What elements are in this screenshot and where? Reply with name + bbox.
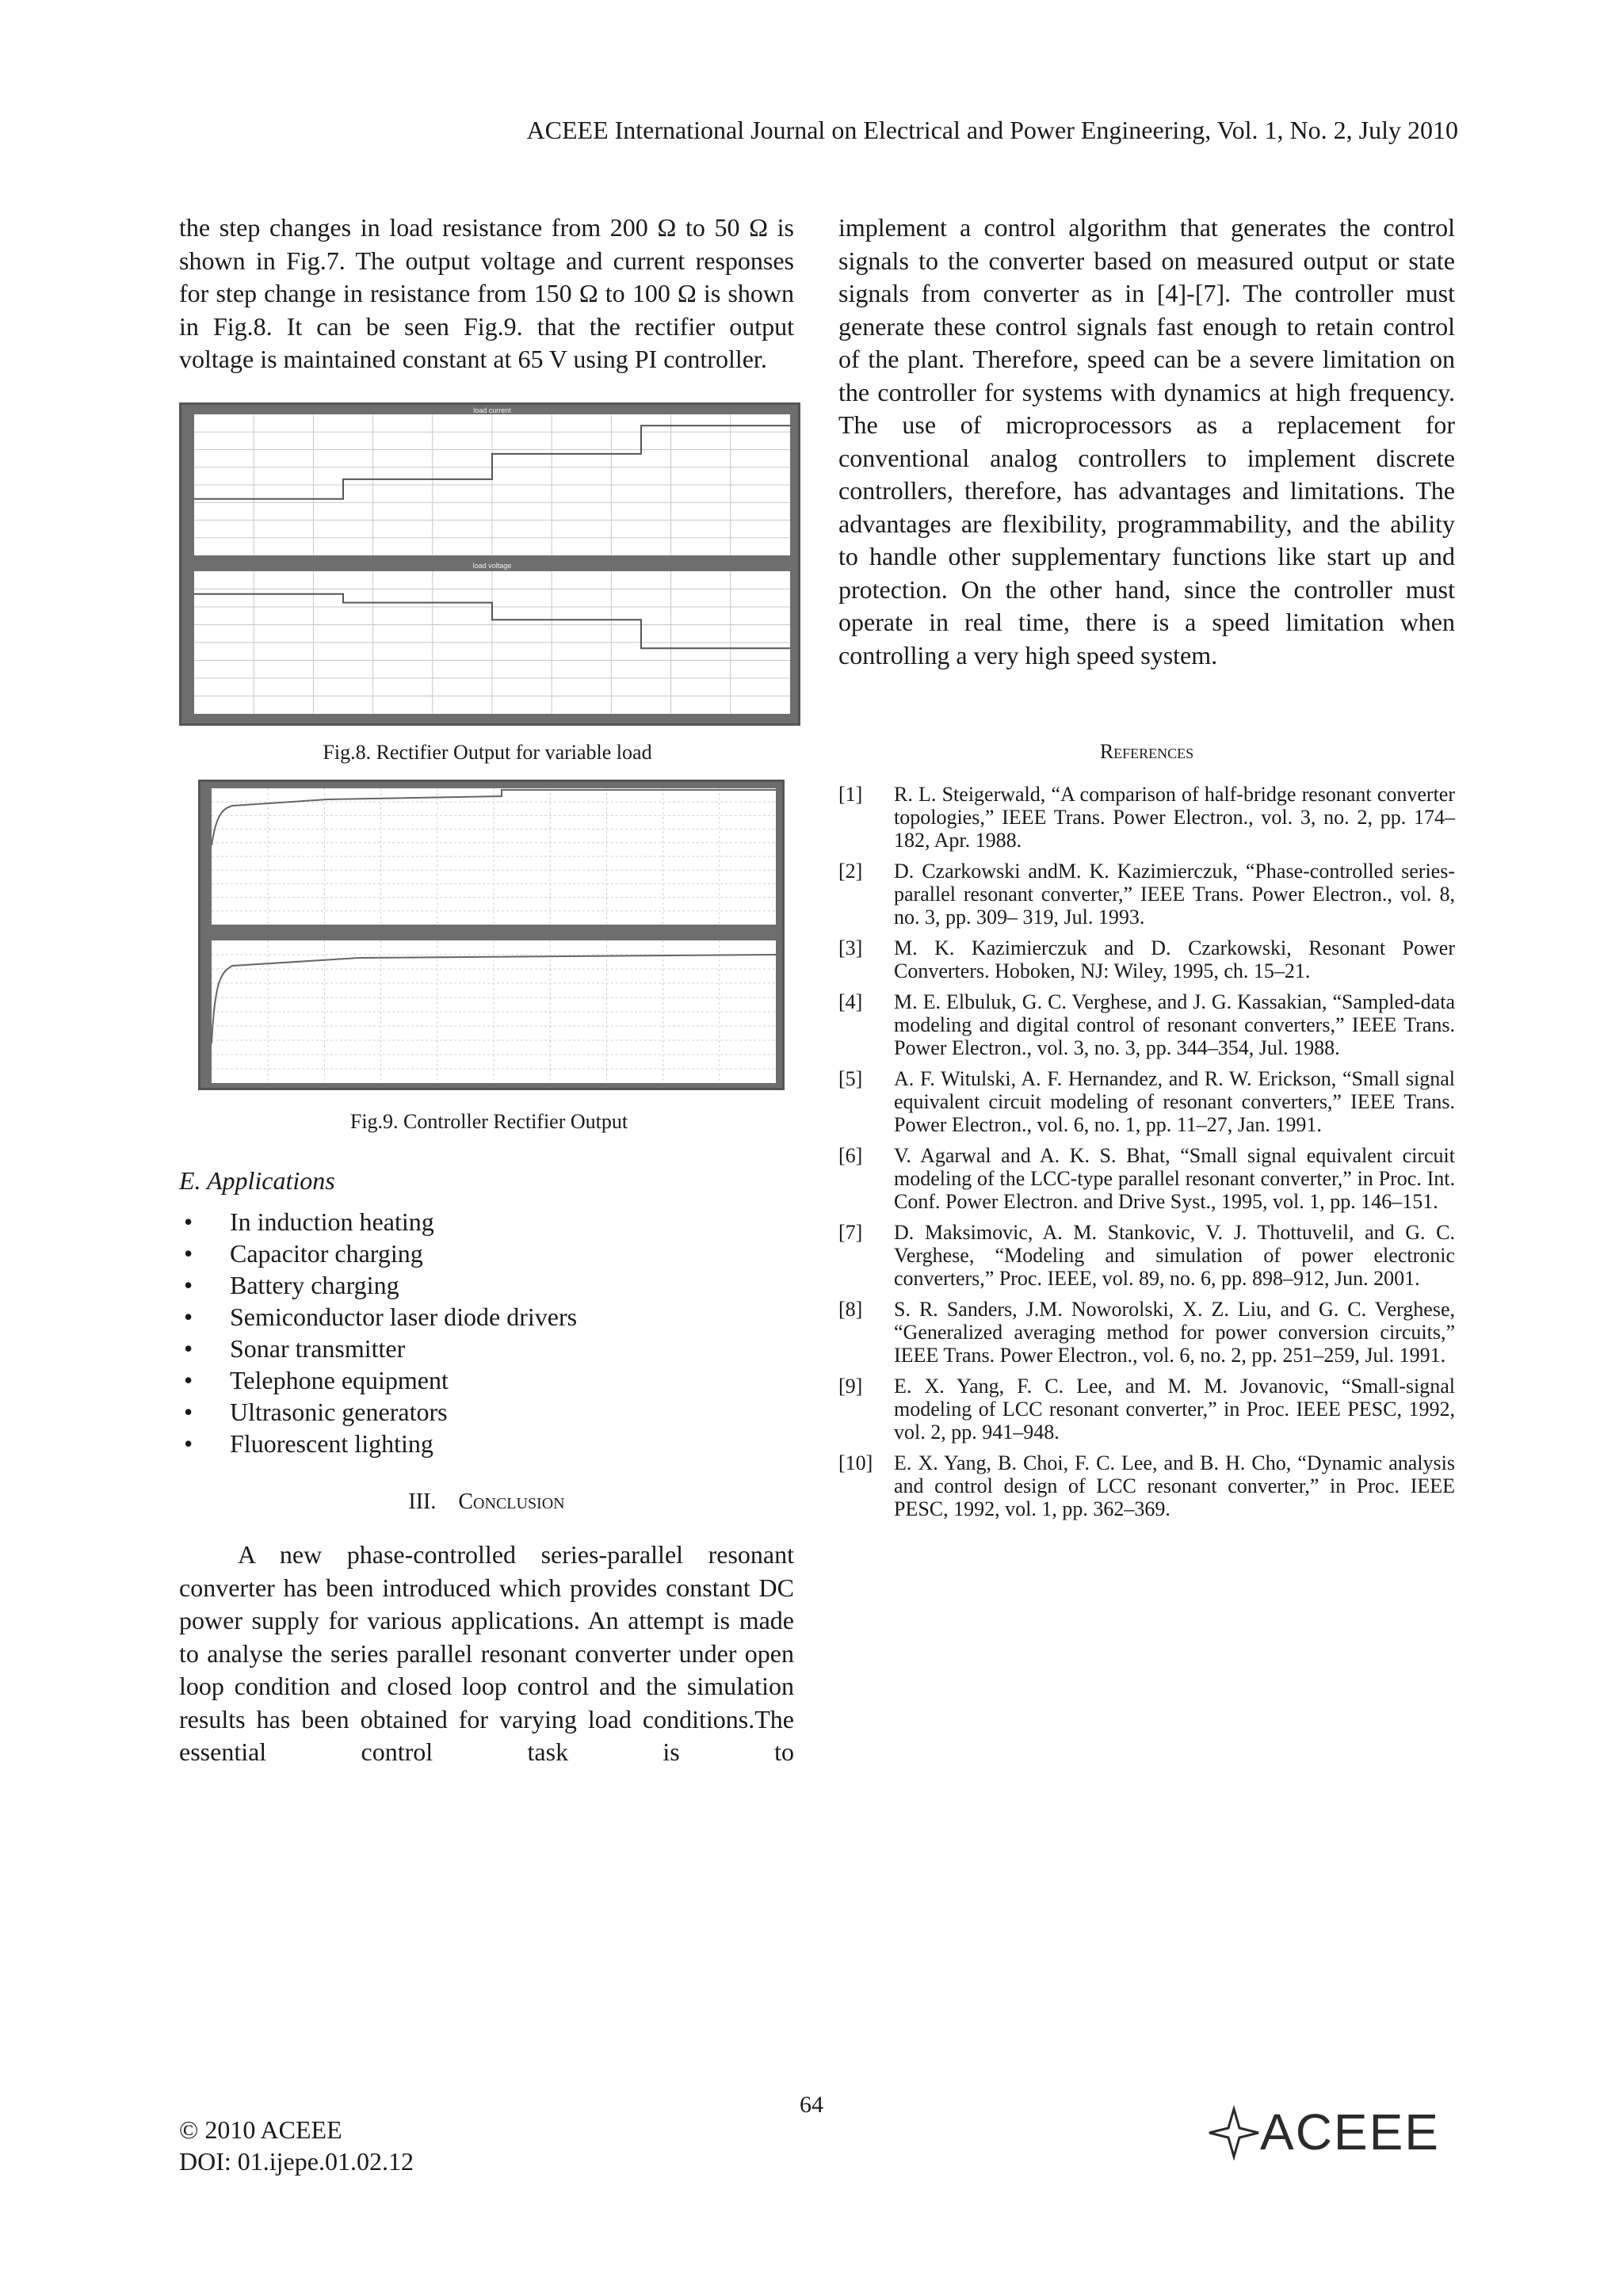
footer-copyright-block xyxy=(179,2114,414,2177)
reference-number: [8] xyxy=(838,1298,863,1321)
reference-item xyxy=(838,1375,1455,1444)
conclusion-title: Conclusion xyxy=(458,1489,565,1514)
doi-text: DOI: 01.ijepe.01.02.12 xyxy=(179,2147,414,2176)
reference-number: [3] xyxy=(838,936,863,959)
figure-9-caption: Fig.9. Controller Rectifier Output xyxy=(349,1110,628,1133)
reference-item xyxy=(838,990,1455,1059)
reference-item xyxy=(838,936,1455,982)
conclusion-heading xyxy=(179,1489,794,1515)
reference-number: [1] xyxy=(838,783,863,806)
star-icon xyxy=(1206,2101,1262,2164)
list-item: • Capacitor charging xyxy=(179,1238,577,1269)
conclusion-body xyxy=(179,1539,794,1769)
list-item: • Semiconductor laser diode drivers xyxy=(179,1301,577,1333)
reference-text: E. X. Yang, B. Choi, F. C. Lee, and B. H. Cho, “Dynamic analysis and control design of LCC resonant converter,” in Proc. IEEE PESC, 1992, vol. 1, pp. 362–369. xyxy=(894,1451,1455,1520)
reference-text: M. K. Kazimierczuk and D. Czarkowski, Resonant Power Converters. Hoboken, NJ: Wiley, 1995, ch. 15–21. xyxy=(894,936,1455,982)
reference-text: D. Czarkowski andM. K. Kazimierczuk, “Phase-controlled series-parallel resonant converter,” IEEE Trans. Power Electron., vol. 8, no. 3, pp. 309– 319, Jul. 1993. xyxy=(894,860,1455,929)
reference-number: [2] xyxy=(838,860,863,883)
list-item: • In induction heating xyxy=(179,1206,577,1238)
reference-number: [9] xyxy=(838,1375,863,1398)
references-list xyxy=(838,783,1455,1528)
reference-text: A. F. Witulski, A. F. Hernandez, and R. W. Erickson, “Small signal equivalent circuit modeling of resonant converters,” IEEE Trans. Power Electron., vol. 6, no. 1, pp. 11–27, Jan. 1991. xyxy=(894,1067,1455,1136)
reference-text: M. E. Elbuluk, G. C. Verghese, and J. G. Kassakian, “Sampled-data modeling and digital control of resonant converters,” IEEE Trans. Power Electron., vol. 3, no. 3, pp. 344–354, Jul. 1988. xyxy=(894,990,1455,1059)
page-number: 64 xyxy=(800,2092,823,2118)
reference-text: S. R. Sanders, J.M. Noworolski, X. Z. Liu, and G. C. Verghese, “Generalized averaging method for power conversion circuits,” IEEE Trans. Power Electron., vol. 6, no. 2, pp. 251–259, Jul. 1991. xyxy=(894,1298,1455,1367)
reference-item xyxy=(838,860,1455,929)
list-item: • Sonar transmitter xyxy=(179,1333,577,1364)
references-heading: References xyxy=(1099,740,1194,763)
conclusion-numeral: III. xyxy=(408,1489,437,1514)
right-column-text: implement a control algorithm that generates the control signals to the converter based on measured output or state signals from converter as in [4]-[7]. The controller must generate these control signals fast enough to retain control of the plant. Therefore, speed can be a severe limitation on the controller for systems with dynamics at high frequency. The use of microprocessors as a replacement for conventional analog controllers to implement discrete controllers, therefore, has advantages and limitations. The advantages are flexibility, programmability, and the ability to handle other supplementary functions like start up and protection. On the other hand, since the controller must operate in real time, there is a speed limitation when controlling a very high speed system. xyxy=(838,213,1455,669)
list-item: • Telephone equipment xyxy=(179,1364,577,1396)
reference-number: [7] xyxy=(838,1221,863,1244)
reference-number: [6] xyxy=(838,1144,863,1167)
reference-item xyxy=(838,1067,1455,1136)
applications-list xyxy=(179,1206,577,1459)
applications-heading: E. Applications xyxy=(179,1166,335,1195)
fig8-panel-top-title: load current xyxy=(473,406,511,414)
list-item: • Ultrasonic generators xyxy=(179,1396,577,1428)
logo-text: ACEEE xyxy=(1260,2103,1440,2161)
conclusion-text: A new phase-controlled series-parallel resonant converter has been introduced which provides constant DC power supply for various applications. An attempt is made to analyse the series parallel resonant converter under open loop condition and closed loop control and the simulation results has been obtained for varying load conditions.The essential control task is to xyxy=(179,1540,794,1766)
reference-item xyxy=(838,1451,1455,1520)
reference-item xyxy=(838,1298,1455,1367)
list-item: • Battery charging xyxy=(179,1269,577,1301)
figure-9 xyxy=(198,780,785,1090)
reference-number: [10] xyxy=(838,1451,873,1474)
reference-text: V. Agarwal and A. K. S. Bhat, “Small signal equivalent circuit modeling of the LCC-type parallel resonant converter,” in Proc. Int. Conf. Power Electron. and Drive Syst., 1995, vol. 1, pp. 146–151. xyxy=(894,1144,1455,1213)
list-item: • Fluorescent lighting xyxy=(179,1428,577,1459)
figure-8-caption: Fig.8. Rectifier Output for variable load xyxy=(323,741,652,764)
reference-item xyxy=(838,1221,1455,1290)
figure-9-plot xyxy=(200,782,782,1088)
right-column-paragraph xyxy=(838,212,1455,672)
reference-text: D. Maksimovic, A. M. Stankovic, V. J. Thottuvelil, and G. C. Verghese, “Modeling and simulation of power electronic converters,” Proc. IEEE, vol. 89, no. 6, pp. 898–912, Jun. 2001. xyxy=(894,1221,1455,1290)
figure-8 xyxy=(179,402,800,726)
running-head: ACEEE International Journal on Electrical and Power Engineering, Vol. 1, No. 2, July 2010 xyxy=(526,116,1458,144)
reference-text: R. L. Steigerwald, “A comparison of half-bridge resonant converter topologies,” IEEE Trans. Power Electron., vol. 3, no. 2, pp. 174–182, Apr. 1988. xyxy=(894,783,1455,852)
reference-item xyxy=(838,1144,1455,1213)
reference-text: E. X. Yang, F. C. Lee, and M. M. Jovanovic, “Small-signal modeling of LCC resonant converter,” in Proc. IEEE PESC, 1992, vol. 2, pp. 941–948. xyxy=(894,1375,1455,1444)
copyright-text: © 2010 ACEEE xyxy=(179,2115,342,2144)
reference-number: [5] xyxy=(838,1067,863,1090)
intro-paragraph xyxy=(179,212,794,376)
aceee-logo xyxy=(1206,2101,1460,2164)
figure-8-plot xyxy=(181,405,798,723)
reference-number: [4] xyxy=(838,990,863,1013)
intro-text: the step changes in load resistance from 200 Ω to 50 Ω is shown in Fig.7. The output voltage and current responses for step change in resistance from 150 Ω to 100 Ω is shown in Fig.8. It can be seen Fig.9. that the rectifier output voltage is maintained constant at 65 V using PI controller. xyxy=(179,213,794,373)
reference-item xyxy=(838,783,1455,852)
fig8-panel-bottom-title: load voltage xyxy=(472,562,512,570)
